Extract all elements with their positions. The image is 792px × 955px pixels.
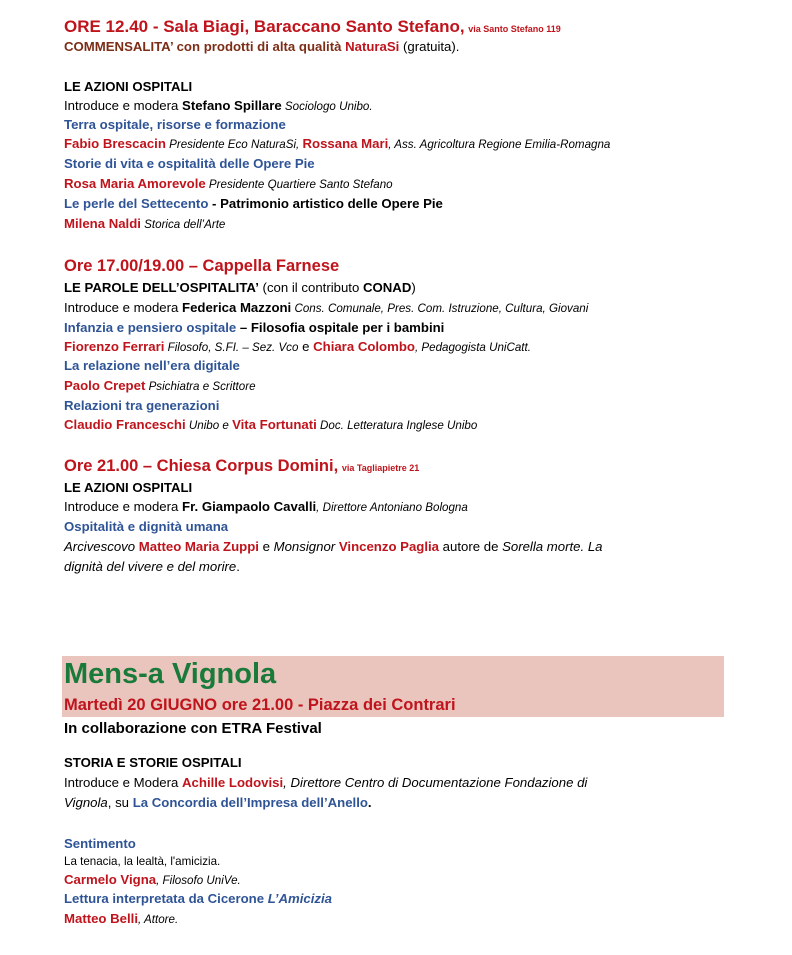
s3-moderator-role: , Direttore Antoniano Bologna: [316, 501, 468, 514]
s1-topic3-tail: - Patrimonio artistico delle Opere Pie: [208, 196, 443, 211]
s2-topic1-tail: – Filosofia ospitale per i bambini: [236, 320, 445, 335]
s3-book-line2-wrap: [64, 558, 240, 576]
s2-topic1: Infanzia e pensiero ospitale: [64, 320, 237, 335]
s1-speaker3: Rosa Maria Amorevole: [64, 176, 206, 191]
s3-title2: Monsignor: [273, 539, 339, 554]
vignola-reading: Lettura interpretata da Cicerone: [64, 891, 268, 906]
vignola-moderator-role: , Direttore Centro di Documentazione Fondazione di: [283, 775, 588, 790]
s2-speaker3: Paolo Crepet: [64, 378, 146, 393]
s1-moderator: Stefano Spillare: [182, 98, 282, 113]
s2-intro: Introduce e modera: [64, 300, 183, 315]
s3-heading: LE AZIONI OSPITALI: [64, 480, 193, 495]
s3-book-end: .: [236, 559, 240, 574]
vignola-topic: La Concordia dell’Impresa dell’Anello: [132, 795, 368, 810]
s3-author-of: autore de: [439, 539, 503, 554]
s2-speaker5-role: Doc. Letteratura Inglese Unibo: [316, 419, 478, 432]
vignola-banner: [62, 656, 724, 717]
s3-moderator: Fr. Giampaolo Cavalli: [182, 499, 317, 514]
s1-speaker1: Fabio Brescacin: [64, 136, 166, 151]
s2-speaker3-line: [64, 377, 256, 396]
s3-topic1: Ospitalità e dignità umana: [64, 519, 229, 534]
vignola-reading-line: [64, 890, 332, 908]
s2-heading-tail: (con il contributo: [258, 280, 363, 295]
vignola-topic-line: [64, 794, 372, 812]
s2-speaker2-role: , Pedagogista UniCatt.: [414, 341, 531, 354]
s3-title-line: [64, 457, 419, 477]
s2-speaker5: Vita Fortunati: [232, 417, 317, 432]
vignola-reading-title: L’Amicizia: [267, 891, 332, 906]
s1-topic1: Terra ospitale, risorse e formazione: [64, 117, 286, 132]
s1-comm-tail: (gratuita).: [399, 39, 460, 54]
s1-topic3-line: [64, 195, 443, 213]
vignola-speaker2-line: [64, 910, 178, 929]
vignola-topic-end: .: [367, 795, 372, 810]
s1-heading: LE AZIONI OSPITALI: [64, 79, 193, 94]
s2-moderator-role: Cons. Comunale, Pres. Com. Istruzione, Cultura, Giovani: [291, 302, 589, 315]
s1-address: via Santo Stefano 119: [468, 24, 561, 34]
vignola-date-place: Martedì 20 GIUGNO ore 21.00 - Piazza dei Contrari: [64, 696, 456, 714]
vignola-speaker1-role: , Filosofo UniVe.: [156, 874, 241, 887]
s2-topic1-line: [64, 319, 444, 337]
s3-address: via Tagliapietre 21: [341, 463, 420, 473]
s3-speakers-line: [64, 538, 603, 556]
s2-heading-line: [64, 279, 416, 297]
vignola-intro: Introduce e Moderа: [64, 775, 183, 790]
s2-topic2: La relazione nell’era digitale: [64, 358, 240, 373]
s1-moderator-role: Sociologo Unibo.: [281, 100, 373, 113]
s2-speaker3-role: Psichiatra e Scrittore: [145, 380, 256, 393]
s2-topic3: Relazioni tra generazioni: [64, 398, 220, 413]
s2-speaker4-role: Unibo e: [185, 419, 233, 432]
s1-speaker4: Milena Naldi: [64, 216, 141, 231]
s3-speaker2: Vincenzo Paglia: [338, 539, 440, 554]
s2-speaker2: Chiara Colombo: [313, 339, 415, 354]
vignola-intro-line: [64, 774, 587, 792]
s1-comm-brand: NaturaSi: [345, 39, 400, 54]
s1-speaker3-line: [64, 175, 393, 194]
s2-intro-line: [64, 299, 588, 318]
s2-speaker4: Claudio Franceschi: [64, 417, 186, 432]
s1-commensalita-line: [64, 38, 459, 56]
s1-speaker1-role: Presidente Eco NaturaSi,: [165, 138, 303, 151]
s2-heading: LE PAROLE DELL’OSPITALITA’: [64, 280, 259, 295]
s2-speakers-line: [64, 338, 531, 357]
s3-book-line2: dignità del vivere e del morire: [64, 559, 237, 574]
s1-intro-line: [64, 97, 373, 116]
vignola-sub-text: La tenacia, la lealtà, l'amicizia.: [64, 855, 221, 868]
s1-comm-label: COMMENSALITA’: [64, 39, 173, 54]
s1-comm-text: con prodotti di alta qualità: [172, 39, 346, 54]
s3-time-place: Ore 21.00 – Chiesa Corpus Domini,: [64, 457, 339, 475]
vignola-su: , su: [107, 795, 133, 810]
s3-intro: Introduce e modera: [64, 499, 183, 514]
vignola-speaker1: Carmelo Vigna: [64, 872, 157, 887]
s1-speaker2: Rossana Mari: [302, 136, 389, 151]
s1-time-place: ORE 12.40 - Sala Biagi, Baraccano Santo Stefano,: [64, 17, 465, 36]
s1-speaker4-line: [64, 215, 225, 234]
vignola-speaker2-role: , Attore.: [138, 913, 179, 926]
vignola-sub-heading: Sentimento: [64, 836, 136, 851]
s2-sponsor: CONAD: [362, 280, 412, 295]
s3-book-line1: Sorella morte. La: [502, 539, 603, 554]
s1-speaker4-role: Storica dell’Arte: [140, 218, 226, 231]
s2-moderator: Federica Mazzoni: [182, 300, 292, 315]
vignola-role-line2: Vignola: [64, 795, 108, 810]
vignola-speaker2: Matteo Belli: [64, 911, 139, 926]
s1-speakers1-line: [64, 135, 610, 154]
s1-topic2: Storie di vita e ospitalità delle Opere Pie: [64, 156, 315, 171]
s1-topic3: Le perle del Settecento: [64, 196, 209, 211]
s1-speaker3-role: Presidente Quartiere Santo Stefano: [205, 178, 393, 191]
s2-and: e: [298, 339, 314, 354]
s3-speaker1: Matteo Maria Zuppi: [138, 539, 259, 554]
s1-speaker2-role: , Ass. Agricoltura Regione Emilia-Romagna: [388, 138, 611, 151]
vignola-speaker1-line: [64, 871, 241, 890]
s2-time-place: Ore 17.00/19.00 – Cappella Farnese: [64, 257, 340, 275]
s3-and: e: [258, 539, 274, 554]
s3-intro-line: [64, 498, 468, 517]
s3-title1: Arcivescovo: [64, 539, 139, 554]
vignola-moderator: Achille Lodovisi: [182, 775, 284, 790]
vignola-collab: In collaborazione con ETRA Festival: [64, 720, 322, 737]
s2-heading-close: ): [411, 280, 416, 295]
s2-speaker1-role: Filosofo, S.FI. – Sez. Vco: [164, 341, 299, 354]
s1-intro: Introduce e modera: [64, 98, 183, 113]
s1-title-line: [64, 18, 561, 38]
s2-speakers45-line: [64, 416, 477, 435]
vignola-heading: STORIA E STORIE OSPITALI: [64, 755, 242, 770]
vignola-title: Mens-a Vignola: [64, 658, 277, 690]
s2-speaker1: Fiorenzo Ferrari: [64, 339, 165, 354]
